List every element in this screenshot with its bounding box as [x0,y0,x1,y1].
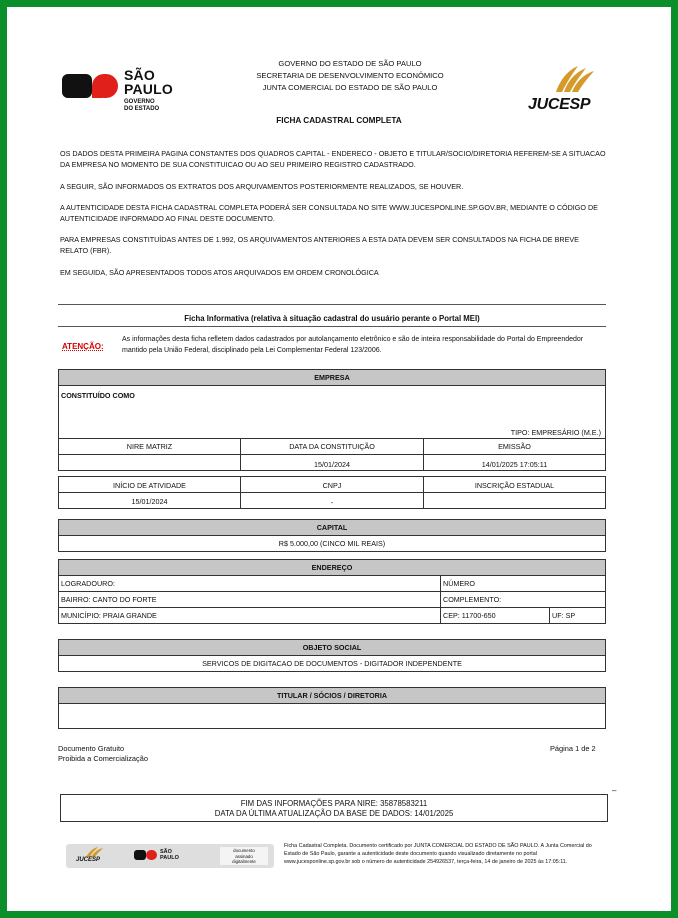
titular-value [58,703,606,729]
fim-nire-line: FIM DAS INFORMAÇÕES PARA NIRE: 35878583211 [240,799,428,808]
capital-value: R$ 5.000,00 (CINCO MIL REAIS) [58,535,606,552]
nire-label: NIRE MATRIZ [58,438,241,455]
header-line2: SECRETARIA DE DESENVOLVIMENTO ECONÔMICO [256,71,444,80]
divider-bottom [58,326,606,327]
uf-field: UF: SP [549,607,606,624]
header-institution [200,58,500,94]
certification-text: Ficha Cadastral Completa. Documento certificado por JUNTA COMERCIAL DO ESTADO DE SÃO PAULO. A Junta Comercial do Estado de São Paulo, garante a autenticidade deste documento quando visualizado diretamente no portal www.jucesponline.sp.gov.br sob o número de autenticidade 254926537, terça-feira, 14 de janeiro de 2025 às 17:05:11. [284,843,592,865]
inicio-atividade-label: INÍCIO DE ATIVIDADE [58,476,241,493]
band-doc-line1: documento [233,848,255,853]
data-constituicao-label: DATA DA CONSTITUIÇÃO [240,438,424,455]
inscricao-estadual-value [423,492,606,509]
ultima-atualizacao-line: DATA DA ÚLTIMA ATUALIZAÇÃO DA BASE DE DADOS: 14/01/2025 [214,809,454,818]
dash-mark: – [612,786,617,795]
footer-documento-gratuito: Documento Gratuito [58,744,125,753]
jucesp-logo-text: JUCESP [528,96,591,113]
sp-mark-icon [62,72,120,100]
section-titular-header: TITULAR / SÓCIOS / DIRETORIA [58,687,606,704]
complemento-field: COMPLEMENTO: [440,591,606,608]
sp-logo-line2: PAULO [124,81,173,97]
nire-value [58,454,241,471]
sao-paulo-logo [62,66,182,114]
bairro-field: BAIRRO: CANTO DO FORTE [58,591,441,608]
inicio-atividade-value: 15/01/2024 [58,492,241,509]
logradouro-field: LOGRADOURO: [58,575,441,592]
divider-top [58,304,606,305]
section-capital-header: CAPITAL [58,519,606,536]
band-doc-line3: digitalmente [232,859,256,864]
cnpj-label: CNPJ [240,476,424,493]
inscricao-estadual-label: INSCRIÇÃO ESTADUAL [423,476,606,493]
data-constituicao-value: 15/01/2024 [240,454,424,471]
fim-informacoes-box [60,794,608,822]
band-digital-signature [220,847,268,865]
sp-logo-line1: SÃO [124,67,155,83]
certification-logo-band [66,844,274,868]
footer-proibida: Proibida a Comercialização [58,754,148,763]
section-endereco-header: ENDEREÇO [58,559,606,576]
constituido-label: CONSTITUÍDO COMO [61,391,135,400]
cnpj-value: - [240,492,424,509]
sp-logo-text [124,68,173,96]
ficha-informativa-title: Ficha Informativa (relativa à situação cadastral do usuário perante o Portal MEI) [184,314,480,323]
intro-paragraph-5: EM SEGUIDA, SÃO APRESENTADOS TODOS ATOS ARQUIVADOS EM ORDEM CRONOLÓGICA [60,268,379,277]
sp-logo-sub2: DO ESTADO [124,106,160,112]
band-doc-line2: assinado [235,853,253,859]
jucesp-logo [524,64,604,116]
objeto-social-value: SERVICOS DE DIGITACAO DE DOCUMENTOS - DIGITADOR INDEPENDENTE [58,655,606,672]
attention-label: ATENÇÃO: [62,342,104,351]
emissao-value: 14/01/2025 17:05:11 [423,454,606,471]
jucesp-wheat-icon [550,64,598,94]
numero-field: NÚMERO [440,575,606,592]
sp-logo-sub1: GOVERNO [124,99,155,105]
band-sp-mark-icon [134,849,158,861]
municipio-field: MUNICÍPIO: PRAIA GRANDE [58,607,441,624]
intro-paragraph-3: A AUTENTICIDADE DESTA FICHA CADASTRAL COMPLETA PODERÁ SER CONSULTADA NO SITE WWW.JUCESPONLINE.SP.GOV.BR, MEDIANTE O CÓDIGO DE AUTENTICIDADE INFORMADO AO FINAL DESTE DOCUMENTO. [60,203,598,223]
intro-paragraph-1: OS DADOS DESTA PRIMEIRA PAGINA CONSTANTES DOS QUADROS CAPITAL - ENDERECO - OBJETO E TITULAR/SOCIO/DIRETORIA REFEREM-SE A SITUACAO DA EMPRESA NO MOMENTO DE SUA CONSTITUICAO OU AO SEU PRIMEIRO REGISTRO CADASTRADO. [60,149,606,169]
cep-field: CEP: 11700-650 [440,607,550,624]
section-objeto-social-header: OBJETO SOCIAL [58,639,606,656]
attention-text: As informações desta ficha refletem dados cadastrados por autolançamento eletrônico e são de inteira responsabilidade do Portal do Empreendedor mantido pela União Federal, disciplinado pela Lei Complementar Federal 123/2006. [122,336,584,354]
footer-notice [58,744,148,764]
band-jucesp-text: JUCESP [76,857,101,863]
section-empresa-header: EMPRESA [58,369,606,386]
sp-logo-sub [124,99,159,113]
document-title: FICHA CADASTRAL COMPLETA [276,116,402,125]
empresa-box [58,385,606,439]
header-line3: JUNTA COMERCIAL DO ESTADO DE SÃO PAULO [262,83,438,92]
intro-paragraph-2: A SEGUIR, SÃO INFORMADOS OS EXTRATOS DOS ARQUIVAMENTOS POSTERIORMENTE REALIZADOS, SE HOUVER. [60,182,464,191]
page-number: Página 1 de 2 [550,744,596,753]
header-line1: GOVERNO DO ESTADO DE SÃO PAULO [278,59,422,68]
tipo-empresa: TIPO: EMPRESÁRIO (M.E.) [510,428,601,437]
intro-paragraph-4: PARA EMPRESAS CONSTITUÍDAS ANTES DE 1.992, OS ARQUIVAMENTOS ANTERIORES A ESTA DATA DEVEM SER CONSULTADOS NA FICHA DE BREVE RELATO (FBR). [60,235,579,255]
band-sp-text: SÃO PAULO [160,849,179,861]
emissao-label: EMISSÃO [423,438,606,455]
